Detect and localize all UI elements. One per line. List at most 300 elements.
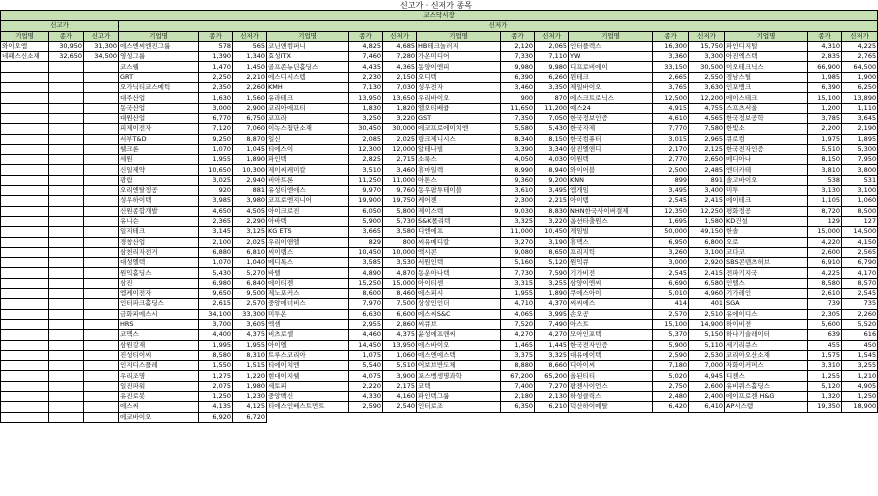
low-company: 트루스코리아 [267,350,349,360]
low-price: 3,530 [383,258,417,268]
low-price: 2,510 [689,309,725,319]
empty-cell [1,299,49,309]
empty-cell [535,412,569,422]
low-close: 1,630 [199,93,233,103]
low-company: 에스피시 [417,289,501,299]
low-close: 6,050 [349,206,383,216]
low-price: 8,500 [842,206,878,216]
low-price: 10,450 [535,227,569,237]
low-price: 2,860 [383,319,417,329]
low-company: 상상인인더 [417,299,501,309]
low-close: 3,270 [501,237,535,247]
low-price: 5,430 [535,124,569,134]
empty-cell [84,103,119,113]
low-close: 2,200 [808,124,842,134]
low-price: 9,500 [233,289,267,299]
low-price: 1,060 [383,350,417,360]
table-row [1,299,878,309]
low-price: 8,870 [233,134,267,144]
low-price: 870 [535,93,569,103]
low-close: 5,160 [501,258,535,268]
low-close: 4,220 [808,237,842,247]
empty-cell [1,309,49,319]
low-close: 2,350 [199,83,233,93]
low-company: 게임빌 [569,227,653,237]
low-company: 경창산업 [119,237,199,247]
low-price: 3,495 [535,186,569,196]
empty-cell [84,227,119,237]
empty-cell [84,391,119,401]
low-price: 1,515 [233,361,267,371]
low-price: 2,965 [689,134,725,144]
low-close: 2,600 [808,247,842,257]
low-company: 금화피에스시 [119,309,199,319]
low-company: 인지디스플레 [119,361,199,371]
empty-cell [49,412,84,422]
empty-cell [1,278,49,288]
low-close: 2,180 [501,391,535,401]
low-close: 6,770 [199,113,233,123]
low-company: 모아인포텍 [569,330,653,340]
low-close: 4,890 [349,268,383,278]
empty-cell [49,402,84,412]
low-company: 삼진엘앤디 [569,144,653,154]
table-row [1,330,878,340]
low-company: 케어젠 [417,196,501,206]
low-price: 64,500 [842,62,878,72]
low-close: 4,310 [808,41,842,51]
low-price: 4,225 [842,41,878,51]
low-price: 6,410 [689,402,725,412]
empty-cell [49,83,84,93]
low-company: 인터로조 [417,402,501,412]
low-close: 6,350 [501,402,535,412]
table-row [1,196,878,206]
low-price: 7,030 [383,83,417,93]
low-company: KNN [569,175,653,185]
low-close: 15,000 [808,227,842,237]
low-company: 대유에이텍 [569,350,653,360]
low-close: 10,650 [199,165,233,175]
company-header: 기업명 [569,31,653,41]
low-company: 메디톡스 [267,258,349,268]
low-price: 9,200 [535,175,569,185]
empty-cell [49,350,84,360]
low-price: 3,605 [233,319,267,329]
low-company: 한국컴퓨터 [569,134,653,144]
low-company: 아이엘 [267,340,349,350]
low-close: 1,255 [808,371,842,381]
low-company: 아바텍 [267,216,349,226]
empty-cell [569,412,653,422]
low-close: 5,020 [653,371,689,381]
low-company: 쿠에스아이 [569,289,653,299]
low-close: 7,730 [501,268,535,278]
low-close: 2,835 [808,52,842,62]
low-price: 5,120 [535,258,569,268]
low-price: 9,980 [535,62,569,72]
low-company: HB테크놀러지 [417,41,501,51]
low-company: 코닌앤컴퍼니 [267,41,349,51]
low-price: 3,125 [233,227,267,237]
low-close: 7,350 [501,113,535,123]
low-close: 8,580 [199,350,233,360]
low-company: 에스엔씨엔진그룹 [119,41,199,51]
low-price: 8,460 [383,289,417,299]
low-price: 1,895 [842,134,878,144]
low-company: 씨유메디칼 [417,237,501,247]
low-company: 영성그룹 [119,52,199,62]
low-close: 2,770 [653,155,689,165]
low-close: 2,220 [349,381,383,391]
low-company: 일진파워 [119,381,199,391]
low-company: 유진로봇 [119,391,199,401]
low-close: 15,100 [653,319,689,329]
empty-cell [84,144,119,154]
low-company: 대주산업 [119,93,199,103]
low-close: 4,225 [808,268,842,278]
low-price: 5,110 [689,340,725,350]
low-price: 5,270 [233,268,267,278]
low-company: 에코바이오 [119,412,199,422]
low-company: 와이어블 [569,165,653,175]
low-price: 2,650 [689,155,725,165]
low-price: 4,150 [842,237,878,247]
low-company: 엘오티베큠 [417,103,501,113]
low-close: 30,450 [349,124,383,134]
empty-cell [84,237,119,247]
empty-cell [84,268,119,278]
low-company: 바텔 [267,268,349,278]
low-company: 이녹스첨단소재 [267,124,349,134]
low-header: 신저가 [842,31,878,41]
high-company: 네패스신소재 [1,52,49,62]
low-company: 오리엔탈정공 [119,186,199,196]
close-header: 종가 [49,31,84,41]
low-company: 에이스테크 [725,93,808,103]
low-company: 휴맥스 [569,237,653,247]
low-price: 19,750 [383,196,417,206]
low-company: 대원산업 [119,113,199,123]
empty-cell [1,391,49,401]
low-close: 13,950 [349,93,383,103]
low-price: 2,415 [689,268,725,278]
low-price: 2,545 [842,289,878,299]
empty-cell [49,371,84,381]
low-close: 1,070 [199,144,233,154]
low-company: 중앙에너비스 [267,299,349,309]
low-close: 538 [808,175,842,185]
low-price: 2,025 [233,237,267,247]
low-close: 5,900 [653,340,689,350]
low-company: 한국전자인증 [725,144,808,154]
low-close: 9,970 [349,186,383,196]
low-company: GST [417,113,501,123]
low-close: 129 [808,216,842,226]
low-price: 7,110 [535,52,569,62]
empty-cell [49,258,84,268]
table-row [1,134,878,144]
low-company: KD건설 [725,216,808,226]
low-price: 1,250 [842,391,878,401]
low-close: 2,085 [349,134,383,144]
low-price: 10,300 [233,165,267,175]
low-price: 3,800 [842,165,878,175]
table-row [1,319,878,329]
low-close: 12,500 [653,93,689,103]
low-price: 8,830 [535,206,569,216]
table-row [1,361,878,371]
empty-cell [84,72,119,82]
low-price: 6,840 [233,278,267,288]
empty-cell [84,330,119,340]
low-close: 414 [653,299,689,309]
low-company: 동양이엔피 [417,62,501,72]
low-price: 8,650 [535,247,569,257]
low-company: 윈테크 [569,72,653,82]
low-company: 현대이지웰 [267,371,349,381]
low-price: 6,600 [383,309,417,319]
empty-cell [383,412,417,422]
empty-cell [1,330,49,340]
low-price: 3,630 [689,83,725,93]
low-price: 5,510 [383,361,417,371]
section-high-label: 신고가 [1,21,119,31]
low-close: 3,665 [349,227,383,237]
low-price: 450 [842,340,878,350]
empty-cell [808,412,842,422]
low-price: 7,060 [233,124,267,134]
low-price: 2,210 [233,72,267,82]
low-close: 3,130 [808,186,842,196]
low-close: 900 [501,93,535,103]
low-company: 하성클릭스 [569,391,653,401]
low-price: 4,960 [689,289,725,299]
low-close: 8,990 [501,165,535,175]
table-row [1,381,878,391]
empty-cell [84,216,119,226]
low-header: 신저가 [689,31,725,41]
low-company: 디엔에프 [417,227,501,237]
low-close: 4,065 [501,309,535,319]
low-company: 우리조명 [119,371,199,381]
low-close: 4,135 [199,402,233,412]
low-price: 5,150 [689,330,725,340]
low-company: 티에이치엔 [267,361,349,371]
low-close: 3,460 [501,83,535,93]
low-company: 엠게임 [569,186,653,196]
empty-cell [1,155,49,165]
low-company: 에스바이오 [417,340,501,350]
low-price: 2,175 [383,381,417,391]
table-row [1,175,878,185]
low-price: 7,950 [842,155,878,165]
table-row [1,289,878,299]
table-row [1,309,878,319]
low-close: 2,075 [199,381,233,391]
low-close: 6,920 [199,412,233,422]
low-close: 2,100 [199,237,233,247]
low-price: 1,890 [233,155,267,165]
empty-cell [84,340,119,350]
empty-cell [1,361,49,371]
low-price: 6,750 [233,113,267,123]
low-company: 한솔 [725,227,808,237]
low-price: 3,645 [842,113,878,123]
low-price: 2,260 [233,83,267,93]
low-price: 6,720 [233,412,267,422]
low-price: 3,460 [383,165,417,175]
empty-cell [267,412,349,422]
low-close: 5,370 [653,330,689,340]
empty-cell [1,165,49,175]
table-row [1,258,878,268]
low-close: 5,580 [501,124,535,134]
low-price: 2,485 [689,165,725,175]
low-company: 코리아에프티 [267,103,349,113]
low-company: 서부T&D [119,134,199,144]
low-close: 1,830 [349,103,383,113]
low-price: 3,255 [535,278,569,288]
low-close: 5,900 [349,216,383,226]
table-row [1,206,878,216]
empty-cell [49,124,84,134]
empty-cell [349,412,383,422]
low-company: 한국정보공학 [725,113,808,123]
low-company: 세원 [119,155,199,165]
low-company: 링크제니시스 [417,134,501,144]
low-price: 2,400 [689,391,725,401]
low-price: 33,300 [233,309,267,319]
empty-cell [1,268,49,278]
low-price: 7,270 [535,381,569,391]
low-price: 13,950 [383,340,417,350]
table-row [1,93,878,103]
low-close: 6,980 [199,278,233,288]
low-company: 제이씨케미칼 [267,165,349,175]
page-title: 신고가 · 신저가 종목 [400,1,472,10]
low-price: 3,340 [535,144,569,154]
low-company: 웰크론 [119,144,199,154]
low-company: 엑셈 [267,319,349,329]
low-close: 2,250 [199,72,233,82]
empty-cell [49,330,84,340]
low-price: 7,580 [689,124,725,134]
low-close: 5,540 [349,361,383,371]
low-company: 코리아오산소재 [725,350,808,360]
low-company: KMH [267,83,349,93]
low-company: 중앙백신 [267,391,349,401]
empty-cell [49,319,84,329]
low-company: 우리이앤엘 [267,237,349,247]
low-company: 인터플렉스 [569,41,653,51]
low-close: 9,980 [501,62,535,72]
low-close: 7,120 [199,124,233,134]
low-close: 1,470 [199,62,233,72]
low-close: 3,810 [808,165,842,175]
low-close: 34,100 [199,309,233,319]
empty-cell [1,371,49,381]
table-row [1,165,878,175]
low-close: 7,400 [501,381,535,391]
low-company: YW [569,52,653,62]
empty-cell [1,72,49,82]
column-header-row [1,31,878,41]
empty-cell [842,412,878,422]
company-header: 기업명 [267,31,349,41]
empty-cell [49,289,84,299]
low-price: 6,800 [689,237,725,247]
low-close: 899 [653,175,689,185]
low-close: 2,365 [199,216,233,226]
low-close: 2,170 [653,144,689,154]
empty-cell [49,391,84,401]
empty-cell [84,196,119,206]
low-close: 1,105 [808,196,842,206]
low-close: 14,450 [349,340,383,350]
low-price: 4,375 [383,330,417,340]
empty-cell [1,134,49,144]
low-company: 씨씨에스 [569,299,653,309]
low-price: 8,940 [535,165,569,175]
table-row [1,83,878,93]
low-close: 11,000 [501,227,535,237]
empty-cell [49,103,84,113]
empty-cell [49,227,84,237]
low-price: 13,650 [383,93,417,103]
empty-cell [49,309,84,319]
low-company: 에스크트로닉스 [569,93,653,103]
empty-cell [49,299,84,309]
low-company: 코텍 [417,381,501,391]
low-company: 티에스인베스트먼트 [267,402,349,412]
empty-cell [49,247,84,257]
empty-cell [49,155,84,165]
table-row [1,412,878,422]
low-company: 코다코 [725,247,808,257]
empty-cell [1,206,49,216]
low-company: KG ETS [267,227,349,237]
stock-table [0,10,878,423]
low-close: 19,900 [349,196,383,206]
empty-cell [1,350,49,360]
empty-cell [84,350,119,360]
low-price: 1,045 [233,144,267,154]
low-company: 덕산하이메탈 [569,402,653,412]
low-close: 3,510 [349,165,383,175]
low-price: 5,520 [842,319,878,329]
low-company: GRT [119,72,199,82]
low-company: 한국전자인증 [569,340,653,350]
empty-cell [49,93,84,103]
empty-cell [84,113,119,123]
low-price: 4,030 [535,155,569,165]
low-company: 코프로엔지니어 [267,196,349,206]
close-header: 종가 [653,31,689,41]
empty-cell [84,134,119,144]
empty-cell [84,93,119,103]
empty-cell [84,258,119,268]
low-company: 코프라 [267,113,349,123]
low-close: 7,770 [653,124,689,134]
low-price: 7,500 [383,299,417,309]
low-close: 2,590 [349,402,383,412]
empty-cell [1,124,49,134]
low-price: 1,545 [842,350,878,360]
low-price: 7,490 [535,319,569,329]
table-row [1,278,878,288]
low-price: 3,300 [689,52,725,62]
